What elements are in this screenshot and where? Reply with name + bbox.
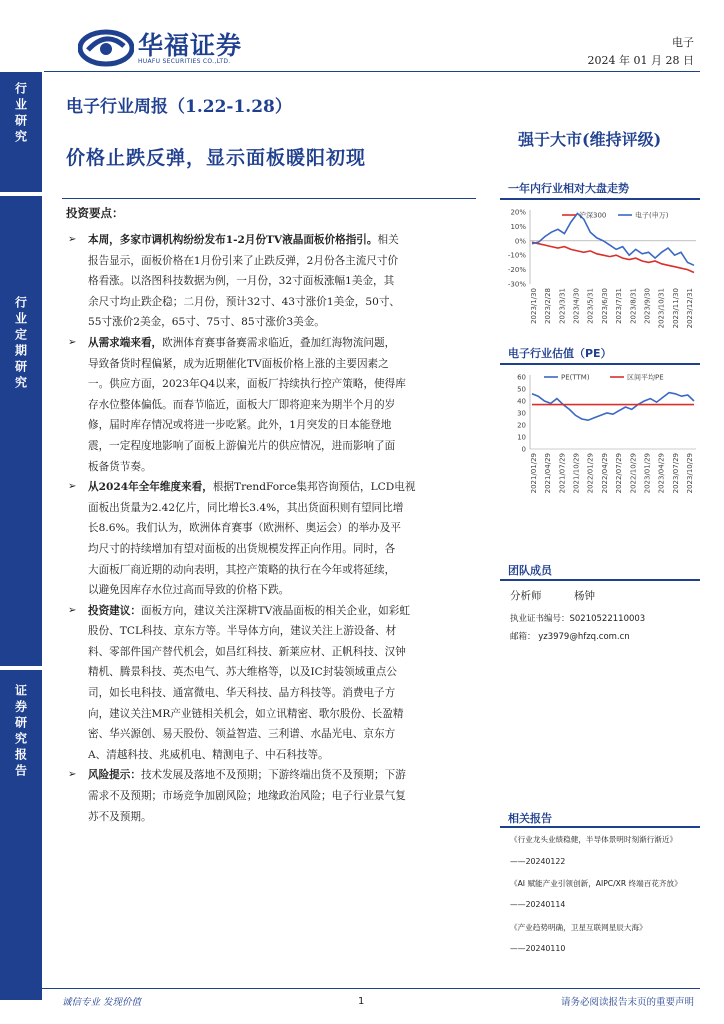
chart1-rule — [500, 198, 700, 200]
key-point-line: 格看涨。以洛图科技数据为例，一月份，32寸面板涨幅1美金，其 — [88, 275, 395, 288]
key-point-line: 风险提示：技术发展及落地不及预期；下游终端出货不及预期；下游 — [88, 769, 406, 782]
related-item-1[interactable]: 《行业龙头业绩稳健，半导体景明时刻渐行渐近》 — [510, 835, 678, 844]
y-tick-label: 50 — [517, 385, 526, 394]
pe-valuation-chart — [500, 369, 700, 504]
key-point-line: 从需求端来看，欧洲体育赛事备赛需求临近，叠加红海物流问题， — [88, 336, 396, 349]
key-point-3 — [68, 477, 468, 601]
team-rule — [500, 579, 700, 581]
report-title: 电子行业周报（1.22-1.28） — [66, 97, 292, 117]
x-tick-label: 2023/5/31 — [586, 288, 595, 324]
y-tick-label: 10 — [517, 433, 526, 442]
side-band-top: 行业研究 — [0, 72, 42, 192]
y-tick-label: 20 — [517, 421, 526, 430]
bullet-arrow-icon: ➢ — [68, 481, 77, 493]
x-tick-label: 2023/9/30 — [643, 288, 652, 324]
related-date-2: ——20240114 — [510, 900, 566, 909]
key-point-line: 本周，多家市调机构纷纷发布1-2月份TV液晶面板价格指引。相关 — [88, 234, 399, 246]
key-point-line: 55寸涨价2美金，65寸、75寸、85寸涨价3美金。 — [88, 316, 325, 329]
rating: 强于大市(维持评级) — [518, 130, 662, 149]
x-tick-label: 2023/12/31 — [686, 288, 694, 329]
x-tick-label: 2021/01/29 — [530, 453, 538, 494]
x-tick-label: 2023/1/30 — [530, 288, 538, 324]
related-date-1: ——20240122 — [510, 857, 566, 866]
key-point-line: 修，届时库存情况或将进一步吃紧。此外，1月突发的日本能登地 — [88, 419, 392, 432]
legend-label: 沪深300 — [579, 211, 607, 220]
x-tick-label: 2023/10/29 — [686, 453, 694, 494]
related-date-3: ——20240110 — [510, 944, 566, 953]
brand-logo — [78, 26, 268, 70]
page-number: 1 — [358, 996, 365, 1007]
side-band-middle: 行业定期研究 — [0, 196, 42, 666]
footer-disclaimer: 请务必阅读报告末页的重要声明 — [560, 997, 694, 1008]
y-tick-label: 0% — [514, 237, 526, 246]
y-tick-label: 10% — [510, 222, 526, 231]
key-point-line: 报告显示，面板价格在1月份引来了止跌反弹，2月份各主流尺寸价 — [88, 254, 399, 267]
key-point-line: 余尺寸均止跌企稳；二月份，预计32寸、43寸涨价1美金，50寸、 — [88, 295, 401, 308]
series-line-2 — [532, 213, 694, 265]
related-item-2[interactable]: 《AI 赋能产业引领创新，AIPC/XR 终端百花齐放》 — [510, 879, 682, 888]
bullet-arrow-icon: ➢ — [68, 769, 77, 781]
x-tick-label: 2023/07/29 — [671, 453, 680, 494]
key-point-line: 需求不及预期；市场竞争加剧风险；地缘政治风险；电子行业景气复 — [88, 790, 406, 803]
bullet-arrow-icon: ➢ — [68, 604, 77, 616]
legend-label: PE(TTM) — [561, 373, 590, 382]
key-point-line: 精机、腾景科技、英杰电气、苏大维格等，以及IC封装领域重点公 — [88, 666, 397, 679]
header-rule — [44, 71, 700, 72]
key-point-4 — [68, 601, 468, 766]
x-tick-label: 2023/10/31 — [657, 288, 666, 329]
x-tick-label: 2023/8/31 — [629, 288, 638, 324]
key-point-line: 向，建议关注MR产业链相关机会，如立讯精密、歌尔股份、长盈精 — [88, 707, 404, 720]
y-tick-label: -30% — [507, 280, 526, 289]
chart2-rule — [500, 363, 700, 365]
header-sector: 电子 — [672, 36, 694, 49]
key-point-line: 面板出货量为2.42亿片，同比增长3.4%，其出货面积则有望同比增 — [88, 501, 404, 514]
analyst-name: 杨钟 — [574, 590, 595, 602]
analyst-license: 执业证书编号：S0210522110003 — [510, 614, 646, 624]
side-band-bottom: 证券研究报告 — [0, 670, 42, 1000]
key-point-line: 料、零部件国产替代机会，如昌红科技、新莱应材、正帆科技、汉钟 — [88, 645, 406, 658]
key-point-line: 导致备货时程偏紧，成为近期催化TV面板价格上涨的主要因素之 — [88, 357, 389, 370]
content-rule — [62, 198, 476, 199]
relative-trend-chart — [500, 204, 700, 339]
y-tick-label: 30 — [517, 409, 526, 418]
key-points-body — [68, 230, 468, 827]
key-point-line: 股份、TCL科技、京东方等。半导体方向，建议关注上游设备、材 — [88, 625, 397, 638]
y-tick-label: 40 — [517, 397, 526, 406]
key-point-line: 司，如长电科技、通富微电、华天科技、晶方科技等。消费电子方 — [88, 687, 396, 700]
key-point-line: 板备货节奏。 — [88, 460, 152, 473]
key-point-line: 投资建议：面板方向，建议关注深耕TV液晶面板的相关企业，如彩虹 — [88, 604, 410, 617]
x-tick-label: 2023/01/29 — [643, 453, 652, 494]
footer-slogan: 诚信专业 发现价值 — [62, 997, 142, 1008]
key-point-line: 以避免因库存水位过高而导致的价格下跌。 — [88, 584, 290, 597]
key-points-heading: 投资要点： — [66, 206, 124, 220]
key-point-line: A、清越科技、兆威机电、精测电子、中石科技等。 — [88, 748, 329, 761]
logo-mark-icon — [78, 28, 134, 68]
x-tick-label: 2022/07/29 — [615, 453, 624, 494]
x-tick-label: 2023/4/30 — [572, 288, 581, 324]
key-point-line: 一。供应方面，2023年Q4以来，面板厂持续执行控产策略，使得库 — [88, 378, 406, 391]
y-tick-label: -10% — [507, 251, 526, 260]
chart2-title: 电子行业估值（PE） — [508, 347, 612, 360]
analyst-email[interactable]: 邮箱： yz3979@hfzq.com.cn — [510, 632, 630, 642]
key-point-5 — [68, 765, 468, 827]
x-tick-label: 2021/04/29 — [544, 453, 553, 494]
related-heading: 相关报告 — [508, 812, 552, 825]
key-point-line: 均尺寸的持续增加有望对面板的出货规模发挥正向作用。同时，各 — [88, 542, 396, 555]
x-tick-label: 2022/04/29 — [600, 453, 609, 494]
y-tick-label: -20% — [507, 266, 526, 275]
key-point-line: 大面板厂商近期的动向表明，其控产策略的执行在今年或将延续， — [88, 563, 396, 576]
key-point-line: 苏不及预期。 — [88, 810, 152, 823]
team-heading: 团队成员 — [508, 564, 552, 577]
bullet-arrow-icon: ➢ — [68, 336, 77, 348]
bullet-arrow-icon: ➢ — [68, 234, 77, 245]
key-point-line: 从2024年全年维度来看，根据TrendForce集邦咨询预估，LCD电视 — [88, 481, 416, 494]
header-date: 2024 年 01 月 28 日 — [587, 54, 694, 67]
x-tick-label: 2023/3/31 — [558, 288, 567, 324]
legend-label: 区间平均PE — [627, 373, 664, 382]
x-tick-label: 2022/01/29 — [586, 453, 595, 494]
key-point-line: 密、华兴源创、易天股份、领益智造、三利谱、水晶光电、京东方 — [88, 728, 396, 741]
x-tick-label: 2023/6/30 — [600, 288, 609, 324]
key-point-line: 存水位整体偏低。而春节临近，面板大厂即将迎来为期半个月的岁 — [88, 398, 396, 411]
report-subtitle: 价格止跌反弹，显示面板暖阳初现 — [66, 147, 367, 169]
legend-label: 电子(申万) — [635, 211, 669, 220]
y-tick-label: 60 — [517, 373, 526, 382]
x-tick-label: 2023/7/31 — [615, 288, 624, 324]
x-tick-label: 2023/04/29 — [657, 453, 666, 494]
key-point-line: 震，一定程度地影响了面板上游偏光片的供应情况，进而影响了面 — [88, 439, 396, 452]
key-point-1 — [68, 230, 468, 333]
x-tick-label: 2021/07/29 — [558, 453, 567, 494]
key-point-line: 长8.6%。我们认为，欧洲体育赛事（欧洲杯、奥运会）的举办及平 — [88, 522, 401, 535]
logo-en: HUAFU SECURITIES CO.,LTD. — [138, 58, 231, 65]
x-tick-label: 2023/11/30 — [671, 288, 680, 329]
x-tick-label: 2023/2/28 — [544, 288, 553, 324]
key-point-2 — [68, 333, 468, 477]
y-tick-label: 20% — [510, 208, 526, 217]
related-rule — [500, 826, 700, 828]
analyst-role: 分析师 — [510, 590, 542, 602]
logo-cn: 华福证券 — [138, 31, 243, 60]
related-item-3[interactable]: 《产业趋势明确，卫星互联网星辰大海》 — [510, 923, 647, 932]
footer-rule — [30, 988, 700, 989]
chart1-title: 一年内行业相对大盘走势 — [508, 182, 629, 195]
y-tick-label: 0 — [521, 445, 526, 454]
x-tick-label: 2022/10/29 — [629, 453, 638, 494]
x-tick-label: 2021/10/29 — [572, 453, 581, 494]
series-line-1 — [532, 393, 694, 421]
